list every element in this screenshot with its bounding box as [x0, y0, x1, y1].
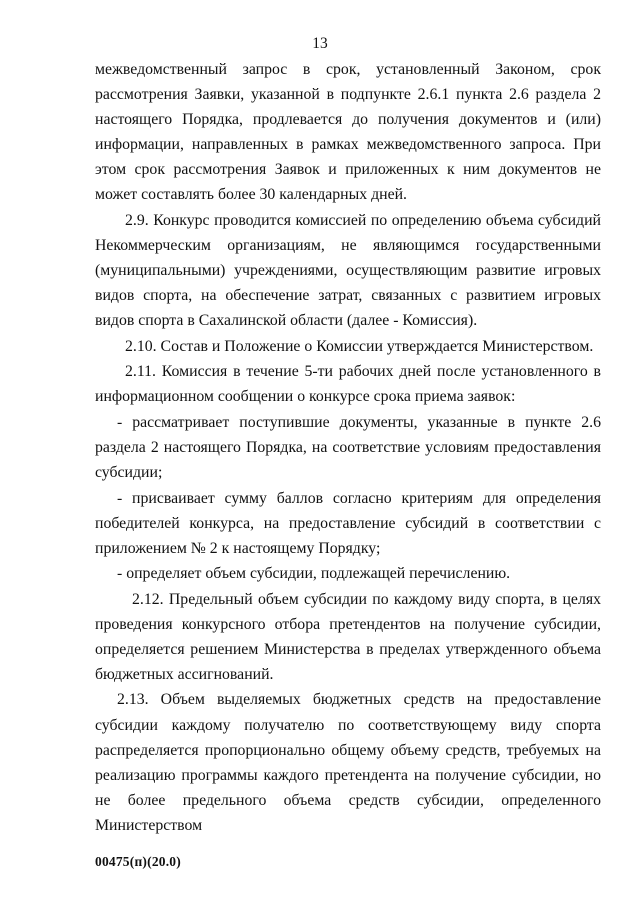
paragraph-2-13: 2.13. Объем выделяемых бюджетных средств на предоставление субсидии каждому получателю по соответствующему виду спорта распределяется пропорционально общему объему средств, требуемых на реализацию программы каждого претендента на получение субсидии, но не более предельного объема средств субсидии, определенного Министерством — [95, 691, 601, 834]
list-item-assign-scores: - присваивает сумму баллов согласно критериям для определения победителей конкурса, на предоставление субсидий в соответствии с приложением № 2 к настоящему Порядку; — [95, 489, 601, 557]
paragraph-2-10: 2.10. Состав и Положение о Комиссии утверждается Министерством. — [125, 337, 594, 355]
paragraph-2-12: 2.12. Предельный объем субсидии по каждому виду спорта, в целях проведения конкурсного отбора претендентов на получение субсидии, определяется решением Министерства в пределах утвержденного объема бюджетных ассигнований. — [95, 590, 601, 683]
document-body — [95, 57, 601, 838]
list-item-determine-amount: - определяет объем субсидии, подлежащей перечислению. — [117, 565, 511, 583]
page-number: 13 — [312, 35, 328, 52]
list-item-review-documents: - рассматривает поступившие документы, указанные в пункте 2.6 раздела 2 настоящего Порядка, на соответствие условиям предоставления субсидии; — [95, 413, 601, 482]
document-code: 00475(п)(20.0) — [95, 854, 181, 869]
paragraph-2-11: 2.11. Комиссия в течение 5-ти рабочих дней после установленного в информационном сообщении о конкурсе срока приема заявок: — [95, 363, 601, 406]
paragraph-2-9: 2.9. Конкурс проводится комиссией по определению объема субсидий Некоммерческим организациям, не являющимся государственными (муниципальными) учреждениями, осуществляющим развитие игровых видов спорта, на обеспечение затрат, связанных с развитием игровых видов спорта в Сахалинской области (далее - Комиссия). — [95, 211, 601, 330]
paragraph-continuation: межведомственный запрос в срок, установленный Законом, срок рассмотрения Заявки, указанной в подпункте 2.6.1 пункта 2.6 раздела 2 настоящего Порядка, продлевается до получения документов и (или) информации, направленных в рамках межведомственного запроса. При этом срок рассмотрения Заявок и приложенных к ним документов не может составлять более 30 календарных дней. — [95, 61, 601, 204]
